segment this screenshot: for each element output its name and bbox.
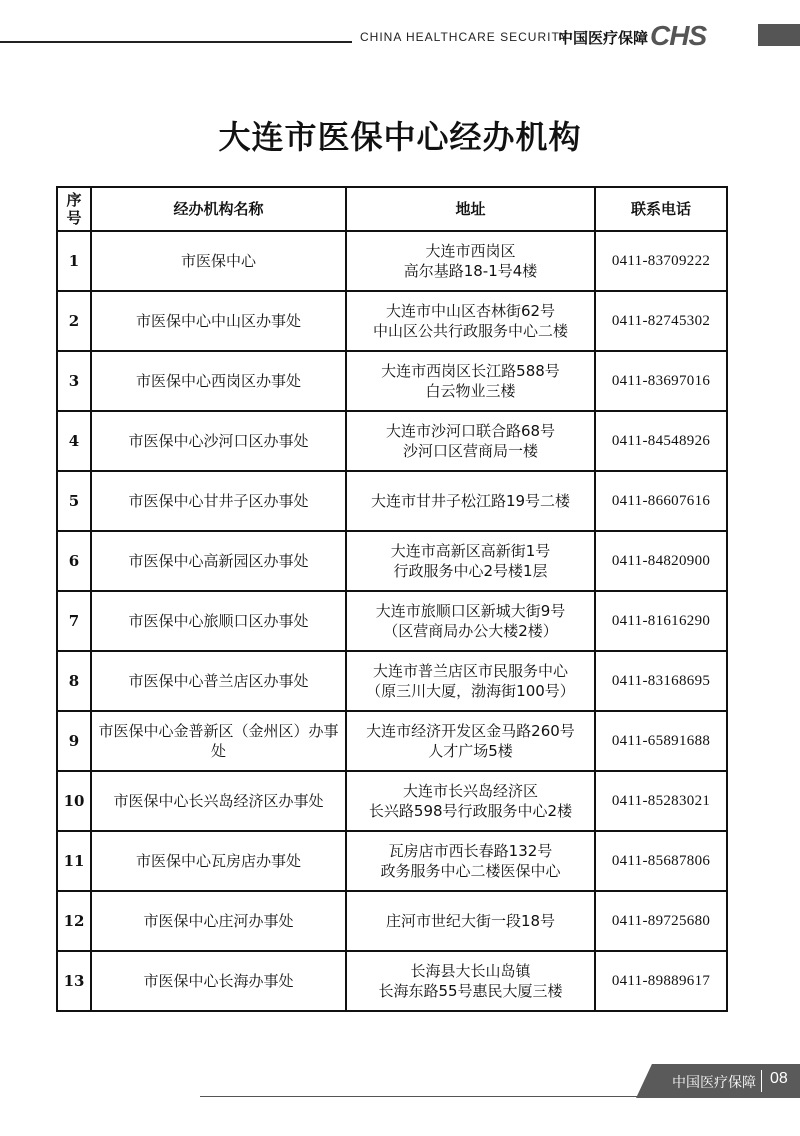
- row-agency-name: 市医保中心普兰店区办事处: [91, 651, 346, 711]
- row-agency-name: 市医保中心旅顺口区办事处: [91, 591, 346, 651]
- row-address: [346, 531, 595, 591]
- page-title: 大连市医保中心经办机构: [218, 118, 582, 156]
- row-address: [346, 771, 595, 831]
- address-line: 中山区公共行政服务中心二楼: [372, 322, 568, 340]
- address-line: 大连市长兴岛经济区: [402, 782, 538, 800]
- address-line: 大连市沙河口联合路68号: [385, 422, 556, 440]
- address-line: 大连市经济开发区金马路260号: [366, 722, 575, 740]
- footer-separator: [761, 1070, 762, 1092]
- header-seq: 序 号: [57, 187, 91, 231]
- row-phone: 0411-85687806: [595, 831, 727, 891]
- address-line: 大连市甘井子松江路19号二楼: [370, 492, 571, 510]
- footer-label: 中国医疗保障: [672, 1075, 756, 1091]
- table-row: [57, 711, 727, 771]
- table-row: [57, 891, 727, 951]
- page-number: 08: [770, 1070, 788, 1087]
- row-address: [346, 351, 595, 411]
- row-agency-name: 市医保中心: [91, 231, 346, 291]
- table-row: [57, 291, 727, 351]
- header-address: 地址: [346, 187, 595, 231]
- row-phone: 0411-89889617: [595, 951, 727, 1011]
- header-chinese-title: 中国医疗保障: [558, 29, 649, 47]
- table-row: [57, 831, 727, 891]
- row-seq: 11: [57, 831, 91, 891]
- chs-logo: CHS: [650, 20, 707, 51]
- row-phone: 0411-89725680: [595, 891, 727, 951]
- row-seq: 3: [57, 351, 91, 411]
- row-address: [346, 951, 595, 1011]
- address-line: （区营商局办公大楼2楼）: [383, 622, 558, 640]
- header-rule: [0, 41, 352, 43]
- address-line: 大连市中山区杏林街62号: [385, 302, 556, 320]
- address-line: 人才广场5楼: [428, 742, 513, 760]
- address-line: 大连市西岗区: [425, 242, 516, 260]
- row-agency-name: 市医保中心长兴岛经济区办事处: [91, 771, 346, 831]
- row-seq: 12: [57, 891, 91, 951]
- row-phone: 0411-85283021: [595, 771, 727, 831]
- address-line: 庄河市世纪大街一段18号: [385, 912, 556, 930]
- row-address: [346, 291, 595, 351]
- address-line: 瓦房店市西长春路132号: [388, 842, 553, 860]
- row-agency-name: 市医保中心金普新区（金州区）办事处: [91, 711, 346, 771]
- row-agency-name: 市医保中心长海办事处: [91, 951, 346, 1011]
- row-seq: 4: [57, 411, 91, 471]
- row-address: [346, 831, 595, 891]
- table-row: [57, 531, 727, 591]
- row-address: [346, 711, 595, 771]
- row-agency-name: 市医保中心沙河口区办事处: [91, 411, 346, 471]
- row-phone: 0411-83697016: [595, 351, 727, 411]
- address-line: 行政服务中心2号楼1层: [393, 562, 548, 580]
- footer-rule: [200, 1096, 660, 1097]
- agency-table: [56, 186, 728, 1012]
- address-line: （原三川大厦，渤海街100号）: [366, 682, 575, 700]
- row-seq: 8: [57, 651, 91, 711]
- row-phone: 0411-81616290: [595, 591, 727, 651]
- table-row: [57, 231, 727, 291]
- row-phone: 0411-83709222: [595, 231, 727, 291]
- address-line: 大连市普兰店区市民服务中心: [372, 662, 568, 680]
- table-row: [57, 771, 727, 831]
- row-seq: 10: [57, 771, 91, 831]
- address-line: 高尔基路18-1号4楼: [403, 262, 538, 280]
- row-agency-name: 市医保中心庄河办事处: [91, 891, 346, 951]
- row-agency-name: 市医保中心高新园区办事处: [91, 531, 346, 591]
- address-line: 大连市旅顺口区新城大街9号: [375, 602, 566, 620]
- row-seq: 13: [57, 951, 91, 1011]
- table-row: [57, 951, 727, 1011]
- row-agency-name: 市医保中心瓦房店办事处: [91, 831, 346, 891]
- table-row: [57, 411, 727, 471]
- table-row: [57, 471, 727, 531]
- row-seq: 6: [57, 531, 91, 591]
- address-line: 沙河口区营商局一楼: [402, 442, 538, 460]
- address-line: 大连市西岗区长江路588号: [381, 362, 560, 380]
- address-line: 长海东路55号惠民大厦三楼: [378, 982, 563, 1000]
- row-seq: 2: [57, 291, 91, 351]
- header-name: 经办机构名称: [91, 187, 346, 231]
- header-phone: 联系电话: [595, 187, 727, 231]
- address-line: 大连市高新区高新街1号: [390, 542, 551, 560]
- row-phone: 0411-65891688: [595, 711, 727, 771]
- row-seq: 7: [57, 591, 91, 651]
- table-row: [57, 591, 727, 651]
- row-phone: 0411-86607616: [595, 471, 727, 531]
- row-phone: 0411-82745302: [595, 291, 727, 351]
- row-address: [346, 411, 595, 471]
- row-phone: 0411-84548926: [595, 411, 727, 471]
- row-agency-name: 市医保中心西岗区办事处: [91, 351, 346, 411]
- row-seq: 5: [57, 471, 91, 531]
- row-address: [346, 651, 595, 711]
- row-seq: 1: [57, 231, 91, 291]
- row-address: [346, 591, 595, 651]
- header-corner-block: [758, 24, 800, 46]
- row-address: [346, 471, 595, 531]
- table-row: [57, 651, 727, 711]
- header-english-title: CHINA HEALTHCARE SECURITY: [360, 30, 569, 44]
- row-phone: 0411-83168695: [595, 651, 727, 711]
- table-row: [57, 351, 727, 411]
- row-agency-name: 市医保中心中山区办事处: [91, 291, 346, 351]
- address-line: 长海县大长山岛镇: [410, 962, 531, 980]
- address-line: 政务服务中心二楼医保中心: [380, 862, 561, 880]
- table-header-row: [57, 187, 727, 231]
- row-seq: 9: [57, 711, 91, 771]
- address-line: 白云物业三楼: [425, 382, 516, 400]
- row-address: [346, 231, 595, 291]
- address-line: 长兴路598号行政服务中心2楼: [368, 802, 573, 820]
- row-phone: 0411-84820900: [595, 531, 727, 591]
- row-address: [346, 891, 595, 951]
- row-agency-name: 市医保中心甘井子区办事处: [91, 471, 346, 531]
